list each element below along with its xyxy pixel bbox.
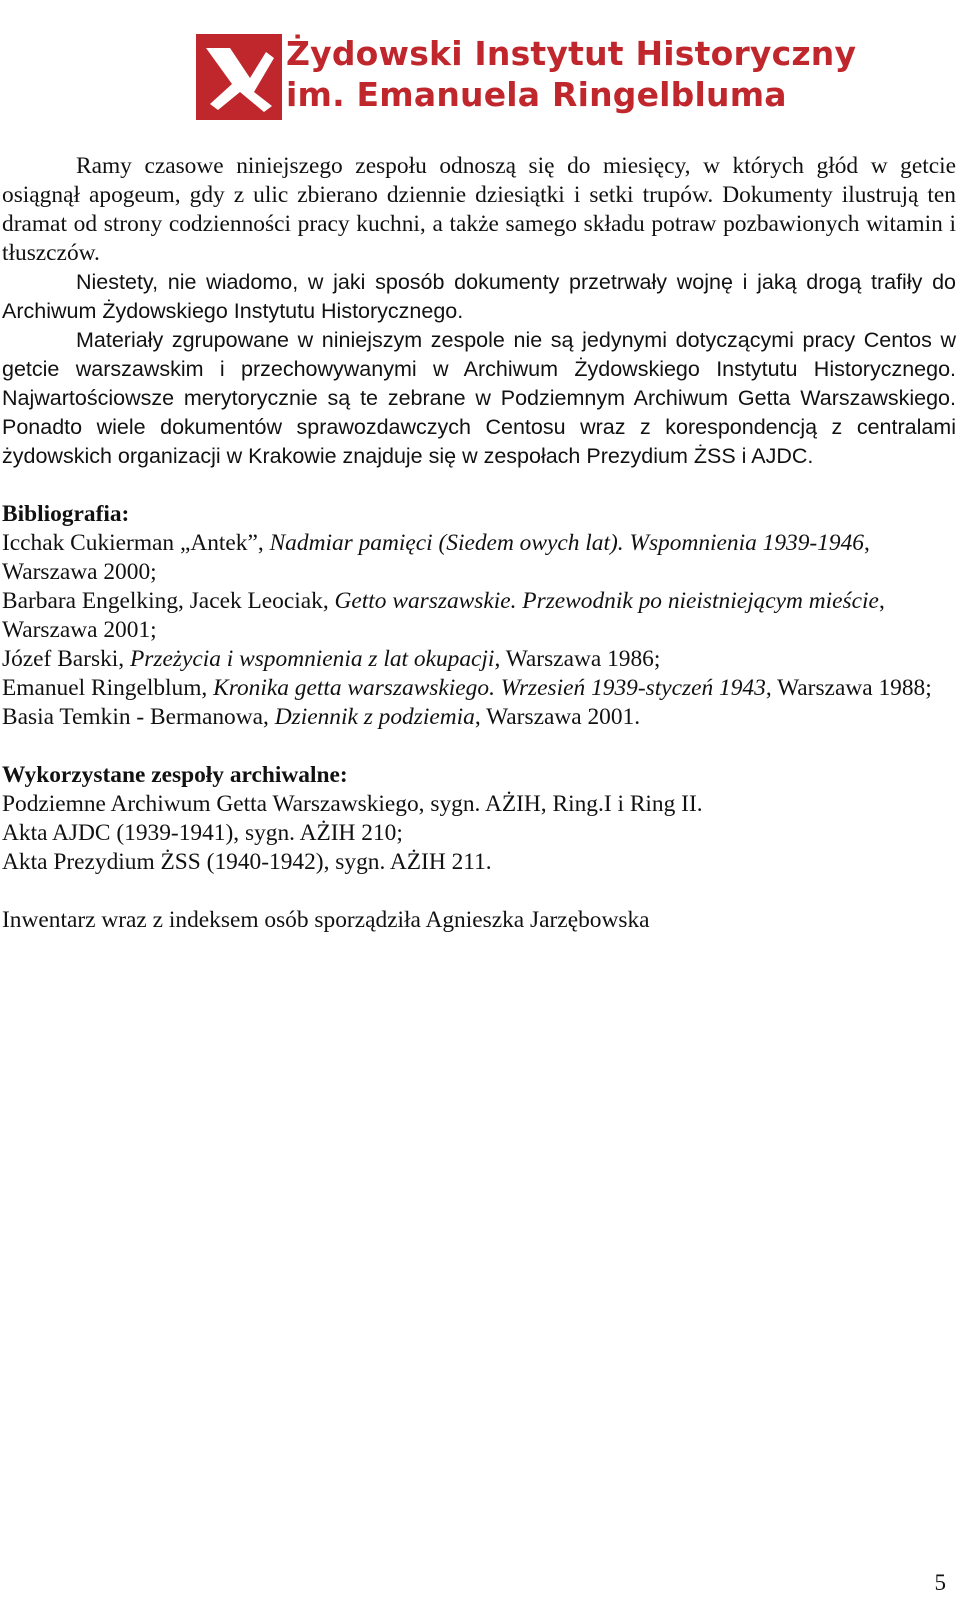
archival-fond-item: Akta AJDC (1939-1941), sygn. AŻIH 210; xyxy=(2,820,403,846)
logo-title-line2: im. Emanuela Ringelbluma xyxy=(286,75,787,114)
archival-fonds-heading: Wykorzystane zespoły archiwalne: xyxy=(2,762,348,788)
logo-title-line1: Żydowski Instytut Historyczny xyxy=(286,34,857,73)
paragraph-provenance: Niestety, nie wiadomo, w jaki sposób dokumenty przetrwały wojnę i jaką drogą trafiły do Archiwum Żydowskiego Instytutu Historycznego. xyxy=(2,270,956,323)
archival-fond-item: Podziemne Archiwum Getta Warszawskiego, sygn. AŻIH, Ring.I i Ring II. xyxy=(2,791,703,817)
paragraph-related-materials: Materiały zgrupowane w niniejszym zespole nie są jedynymi dotyczącymi pracy Centos w getcie warszawskim i przechowywanymi w Archiwum Żydowskiego Instytutu Historycznego. Najwartościowsze merytorycznie są te zebrane w Podziemnym Archiwum Getta Warszawskiego. Ponadto wiele dokumentów sprawozdawczych Centosu wraz z korespondencją z centralami żydowskich organizacji w Krakowie znajduje się w zespołach Prezydium ŻSS i AJDC. xyxy=(2,328,956,468)
bibliography-entry: Józef Barski, Przeżycia i wspomnienia z lat okupacji, Warszawa 1986; xyxy=(2,646,661,672)
page-number: 5 xyxy=(934,1570,946,1595)
bibliography-entry: Barbara Engelking, Jacek Leociak, Getto warszawskie. Przewodnik po nieistniejącym mieście, Warszawa 2001; xyxy=(2,588,885,643)
document-body xyxy=(2,152,956,935)
archival-fond-item: Akta Prezydium ŻSS (1940-1942), sygn. AŻIH 211. xyxy=(2,849,492,875)
bibliography-entry: Emanuel Ringelblum, Kronika getta warszawskiego. Wrzesień 1939-styczeń 1943, Warszawa 1988; xyxy=(2,675,932,701)
institute-emblem-icon xyxy=(196,34,282,120)
bibliography-heading: Bibliografia: xyxy=(2,501,130,527)
bibliography-entry: Icchak Cukierman „Antek”, Nadmiar pamięci (Siedem owych lat). Wspomnienia 1939-1946, Warszawa 2000; xyxy=(2,530,870,585)
compiled-by-note: Inwentarz wraz z indeksem osób sporządziła Agnieszka Jarzębowska xyxy=(2,907,650,933)
bibliography-entry: Basia Temkin - Bermanowa, Dziennik z podziemia, Warszawa 2001. xyxy=(2,704,641,730)
institute-logo xyxy=(196,34,857,120)
paragraph-time-frame: Ramy czasowe niniejszego zespołu odnoszą się do miesięcy, w których głód w getcie osiągnął apogeum, gdy z ulic zbierano dziennie dziesiątki i setki trupów. Dokumenty ilustrują ten dramat od strony codzienności pracy kuchni, a także samego składu potraw pozbawionych witamin i tłuszczów. xyxy=(2,153,956,266)
